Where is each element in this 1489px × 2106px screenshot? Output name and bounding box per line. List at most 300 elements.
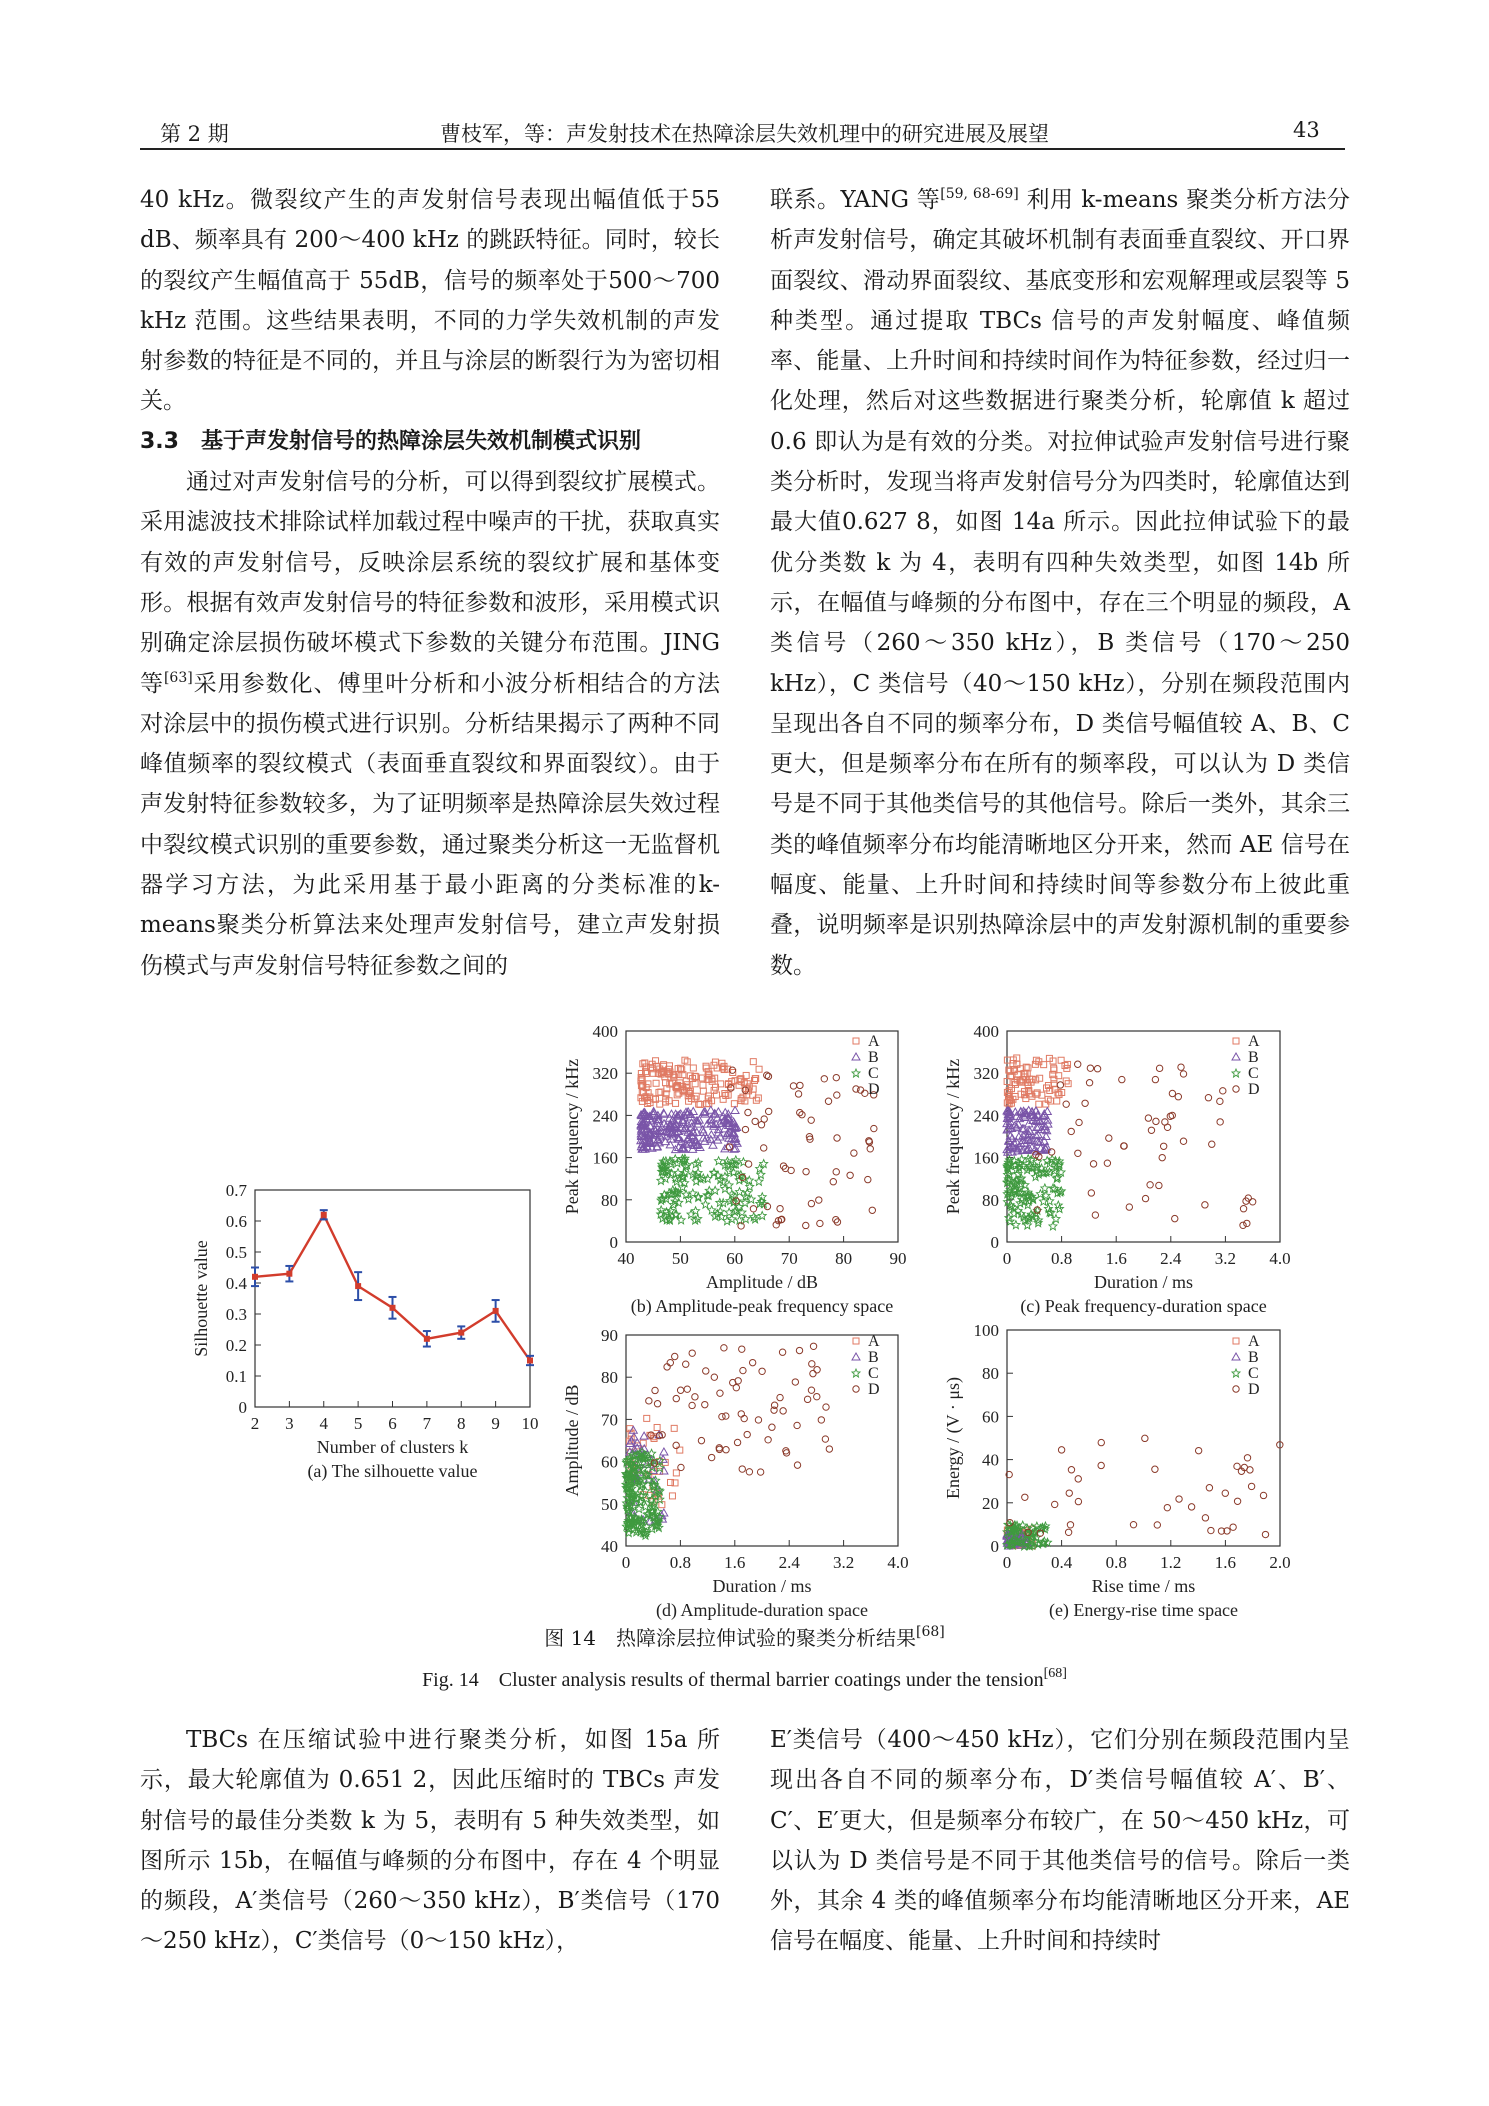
data-point-D xyxy=(818,1417,824,1423)
data-point-A xyxy=(677,1065,683,1071)
figure-caption-en xyxy=(0,1663,1489,1692)
data-point-D xyxy=(742,1087,748,1093)
legend-label-C: C xyxy=(868,1365,879,1382)
data-point-A xyxy=(1012,1081,1018,1087)
data-point-C xyxy=(1006,1540,1014,1548)
data-point-B xyxy=(653,1116,661,1123)
data-point-C xyxy=(1021,1216,1029,1224)
data-point-A xyxy=(720,1096,726,1102)
data-point-B xyxy=(688,1123,696,1130)
data-point-C xyxy=(623,1458,631,1466)
data-point-B xyxy=(653,1143,661,1150)
data-point-B xyxy=(655,1139,663,1146)
data-point-A xyxy=(1018,1066,1024,1072)
data-point-C xyxy=(1018,1155,1026,1163)
data-point-B xyxy=(1016,1115,1024,1122)
data-point-D xyxy=(1234,1498,1240,1504)
data-point-C xyxy=(640,1464,648,1472)
data-point-C xyxy=(703,1191,711,1199)
data-point-A xyxy=(1045,1083,1051,1089)
data-point-C xyxy=(655,1523,663,1531)
data-point-A xyxy=(1004,1089,1010,1095)
data-point-B xyxy=(692,1137,700,1144)
data-point-A xyxy=(643,1069,649,1075)
data-point-C xyxy=(1017,1210,1025,1218)
data-point-C xyxy=(637,1492,645,1500)
data-point-A xyxy=(1019,1527,1025,1533)
data-point-A xyxy=(642,1095,648,1101)
data-point-A xyxy=(650,1483,656,1489)
chart-title: (a) The silhouette value xyxy=(307,1461,478,1481)
data-point-C xyxy=(736,1188,744,1196)
data-point-A xyxy=(671,1425,677,1431)
data-point-B xyxy=(643,1125,651,1132)
data-point-C xyxy=(625,1529,633,1537)
x-tick-label: 90 xyxy=(889,1249,907,1268)
data-point-B xyxy=(701,1137,709,1144)
data-point-B xyxy=(639,1136,647,1143)
data-point-B xyxy=(703,1134,711,1141)
data-point-D xyxy=(1082,1100,1088,1106)
data-point-C xyxy=(636,1450,644,1458)
data-point-A xyxy=(1024,1541,1030,1547)
data-point-B xyxy=(1037,1144,1045,1151)
data-point-C xyxy=(1020,1542,1028,1550)
data-point-C xyxy=(628,1489,636,1497)
data-point-C xyxy=(625,1487,633,1495)
data-point-B xyxy=(667,1130,675,1137)
plot-frame xyxy=(626,1335,898,1546)
data-point-C xyxy=(664,1167,672,1175)
data-point-C xyxy=(1022,1539,1030,1547)
data-point-D xyxy=(823,1404,829,1410)
data-point-C xyxy=(692,1207,700,1215)
data-point-A xyxy=(1047,1087,1053,1093)
data-point-B xyxy=(684,1134,692,1141)
data-point-A xyxy=(653,1063,659,1069)
data-point-A xyxy=(744,1081,750,1087)
data-point-B xyxy=(1026,1136,1034,1143)
data-point-D xyxy=(1217,1119,1223,1125)
legend-label-C: C xyxy=(1248,1365,1259,1382)
data-point-A xyxy=(711,1062,717,1068)
data-point-B xyxy=(1003,1120,1011,1127)
data-point-D xyxy=(1244,1455,1250,1461)
data-point-A xyxy=(1034,1090,1040,1096)
data-point-B xyxy=(689,1108,697,1115)
data-point-B xyxy=(658,1123,666,1130)
data-point-C xyxy=(628,1518,636,1526)
data-point-D xyxy=(764,1203,770,1209)
data-point-B xyxy=(688,1138,696,1145)
data-point-C xyxy=(1028,1192,1036,1200)
data-point-D xyxy=(782,1165,788,1171)
data-point-C xyxy=(758,1212,766,1220)
data-point-D xyxy=(853,1086,859,1092)
data-point-A xyxy=(704,1101,710,1107)
data-point-A xyxy=(1051,1065,1057,1071)
data-point-C xyxy=(747,1195,755,1203)
data-point-A xyxy=(711,1087,717,1093)
data-point-A xyxy=(676,1072,682,1078)
data-point-A xyxy=(738,1078,744,1084)
data-point-C xyxy=(1033,1533,1041,1541)
data-point-B xyxy=(684,1110,692,1117)
x-axis-label: Rise time / ms xyxy=(1091,1576,1196,1596)
data-point-B xyxy=(671,1129,679,1136)
data-point-C xyxy=(638,1525,646,1533)
y-tick-label: 100 xyxy=(973,1321,999,1340)
data-point-A xyxy=(1037,1075,1043,1081)
data-point-C xyxy=(635,1462,643,1470)
data-point-D xyxy=(1098,1462,1104,1468)
data-point-D xyxy=(1075,1476,1081,1482)
data-point-A xyxy=(630,1475,636,1481)
data-point-C xyxy=(629,1493,637,1501)
data-point-C xyxy=(1025,1191,1033,1199)
data-point-A xyxy=(628,1449,634,1455)
data-point-C xyxy=(1043,1157,1051,1165)
y-tick-label: 320 xyxy=(973,1064,999,1084)
data-point-B xyxy=(1034,1131,1042,1138)
data-point-A xyxy=(1022,1540,1028,1546)
data-point-D xyxy=(803,1222,809,1228)
data-point-A xyxy=(631,1462,637,1468)
data-point-D xyxy=(1142,1195,1148,1201)
data-point-D xyxy=(1249,1199,1255,1205)
data-point-C xyxy=(741,1192,749,1200)
data-point-C xyxy=(656,1495,664,1503)
data-point-B xyxy=(644,1112,652,1119)
data-point-B xyxy=(629,1426,637,1433)
data-point-A xyxy=(1014,1077,1020,1083)
data-point-A xyxy=(1041,1062,1047,1068)
data-point-B xyxy=(1022,1110,1030,1117)
x-tick-label: 80 xyxy=(835,1249,853,1268)
data-point-A xyxy=(638,1095,644,1101)
data-point-B xyxy=(1015,1133,1023,1140)
data-point-C xyxy=(1007,1202,1015,1210)
data-point-A xyxy=(1008,1100,1014,1106)
data-point-C xyxy=(678,1173,686,1181)
data-point-B xyxy=(1044,1120,1052,1127)
data-point-D xyxy=(771,1407,777,1413)
data-point-D xyxy=(1126,1204,1132,1210)
data-point-C xyxy=(623,1457,631,1465)
data-point-C xyxy=(671,1155,679,1163)
data-point-D xyxy=(807,1136,813,1142)
data-point-C xyxy=(1005,1534,1013,1542)
data-point-B xyxy=(1029,1112,1037,1119)
data-point-D xyxy=(1152,1076,1158,1082)
data-point-A xyxy=(640,1061,646,1067)
data-point-B xyxy=(635,1468,643,1475)
data-point-B xyxy=(684,1108,692,1115)
data-point-D xyxy=(790,1083,796,1089)
data-point-D xyxy=(857,1087,863,1093)
data-point-B xyxy=(653,1137,661,1144)
data-point-B xyxy=(1017,1541,1025,1548)
data-point-B xyxy=(724,1121,732,1128)
data-point-D xyxy=(651,1460,657,1466)
data-point-B xyxy=(655,1115,663,1122)
data-point-A xyxy=(645,1098,651,1104)
data-point-C xyxy=(663,1208,671,1216)
data-point-D xyxy=(739,1466,745,1472)
data-point-C xyxy=(627,1496,635,1504)
data-point-B xyxy=(646,1112,654,1119)
data-point-C xyxy=(1010,1157,1018,1165)
data-point-B xyxy=(1008,1148,1016,1155)
x-tick-label: 1.2 xyxy=(1160,1553,1182,1572)
data-point-B xyxy=(678,1137,686,1144)
data-point-A xyxy=(652,1096,658,1102)
data-point-D xyxy=(659,1432,665,1438)
data-point-B xyxy=(649,1466,657,1473)
data-point-B xyxy=(658,1512,666,1519)
y-tick-label: 0.1 xyxy=(225,1367,247,1386)
data-point-D xyxy=(817,1220,823,1226)
data-point-D xyxy=(716,1445,722,1451)
y-tick-label: 0.2 xyxy=(225,1336,247,1355)
data-point-C xyxy=(711,1186,719,1194)
data-point-B xyxy=(639,1119,647,1126)
data-point-B xyxy=(1024,1136,1032,1143)
data-point-C xyxy=(650,1456,658,1464)
data-point-A xyxy=(1010,1526,1016,1532)
data-point-C xyxy=(650,1481,658,1489)
data-point-C xyxy=(731,1207,739,1215)
data-point-D xyxy=(1240,1222,1246,1228)
data-point-C xyxy=(628,1484,636,1492)
data-point-C xyxy=(627,1476,635,1484)
data-point-C xyxy=(1027,1532,1035,1540)
x-tick-label: 9 xyxy=(491,1414,500,1433)
data-point-C xyxy=(1007,1160,1015,1168)
data-point-D xyxy=(716,1446,722,1452)
data-point-B xyxy=(680,1126,688,1133)
data-point-D xyxy=(664,1364,670,1370)
data-point-D xyxy=(678,1464,684,1470)
data-point-C xyxy=(631,1478,639,1486)
data-point-C xyxy=(1010,1525,1018,1533)
data-point-B xyxy=(645,1131,653,1138)
data-point-B xyxy=(631,1472,639,1479)
data-point-A xyxy=(1011,1528,1017,1534)
x-tick-label: 0.8 xyxy=(1105,1553,1127,1572)
data-point-A xyxy=(1006,1538,1012,1544)
data-point-A xyxy=(1032,1061,1038,1067)
data-point-B xyxy=(681,1124,689,1131)
data-point-C xyxy=(1005,1156,1013,1164)
x-axis-label: Number of clusters k xyxy=(316,1437,469,1457)
data-point-A xyxy=(1063,1078,1069,1084)
data-point-B xyxy=(671,1124,679,1131)
y-tick-label: 0.6 xyxy=(225,1212,247,1231)
data-point-A xyxy=(1051,1076,1057,1082)
data-point-A xyxy=(741,1080,747,1086)
data-point-C xyxy=(735,1203,743,1211)
data-point-D xyxy=(745,1109,751,1115)
data-point-A xyxy=(666,1066,672,1072)
data-point-B xyxy=(728,1122,736,1129)
data-point-A xyxy=(635,1443,641,1449)
data-point-C xyxy=(641,1470,649,1478)
data-point-D xyxy=(765,1437,771,1443)
data-point-A xyxy=(1065,1081,1071,1087)
data-point-C xyxy=(725,1208,733,1216)
data-point-B xyxy=(1014,1147,1022,1154)
data-point-C xyxy=(1023,1166,1031,1174)
data-point-D xyxy=(808,1200,814,1206)
data-point-C xyxy=(730,1198,738,1206)
data-point-A xyxy=(644,1415,650,1421)
data-point-C xyxy=(1036,1190,1044,1198)
data-point-C xyxy=(1028,1164,1036,1172)
data-point-A xyxy=(659,1070,665,1076)
data-point-D xyxy=(1180,1138,1186,1144)
data-point-D xyxy=(1094,1066,1100,1072)
data-point-B xyxy=(730,1145,738,1152)
data-point-C xyxy=(639,1454,647,1462)
data-point-C xyxy=(666,1216,674,1224)
data-point-A xyxy=(639,1083,645,1089)
header-issue: 第 2 期 xyxy=(160,122,229,146)
data-point-A xyxy=(681,1089,687,1095)
data-point-A xyxy=(686,1098,692,1104)
data-point-D xyxy=(746,1469,752,1475)
data-point-C xyxy=(651,1518,659,1526)
data-point-C xyxy=(721,1173,729,1181)
data-point-D xyxy=(780,1408,786,1414)
data-point-B xyxy=(1011,1535,1019,1542)
y-axis-label: Peak frequency / kHz xyxy=(943,1058,963,1215)
data-point-A xyxy=(853,1338,859,1344)
data-point-B xyxy=(1017,1108,1025,1115)
data-point-D xyxy=(667,1360,673,1366)
data-point-C xyxy=(634,1518,642,1526)
data-point-C xyxy=(1041,1522,1049,1530)
section-title: 基于声发射信号的热障涂层失效机制模式识别 xyxy=(201,428,642,454)
data-point-C xyxy=(1016,1175,1024,1183)
data-point-B xyxy=(643,1460,651,1467)
data-point-D xyxy=(833,1216,839,1222)
data-point-D xyxy=(777,1205,783,1211)
data-point-C xyxy=(660,1191,668,1199)
data-point-B xyxy=(1043,1108,1051,1115)
data-point-C xyxy=(1019,1162,1027,1170)
data-point-D xyxy=(677,1387,683,1393)
data-point-A xyxy=(1059,1089,1065,1095)
data-point-C xyxy=(710,1168,718,1176)
data-point-B xyxy=(711,1110,719,1117)
data-point-C xyxy=(1029,1212,1037,1220)
data-point-D xyxy=(1206,1485,1212,1491)
data-point-A xyxy=(1029,1076,1035,1082)
data-point-A xyxy=(719,1060,725,1066)
data-point-C xyxy=(1034,1219,1042,1227)
data-point-B xyxy=(652,1516,660,1523)
data-point-C xyxy=(631,1452,639,1460)
data-point-C xyxy=(1017,1180,1025,1188)
data-point-A xyxy=(1025,1539,1031,1545)
data-point-B xyxy=(1019,1539,1027,1546)
data-point-C xyxy=(1033,1158,1041,1166)
data-point-C xyxy=(641,1487,649,1495)
data-point-C xyxy=(1055,1160,1063,1168)
data-point-B xyxy=(641,1133,649,1140)
data-point-A xyxy=(638,1083,644,1089)
data-point-C xyxy=(1023,1524,1031,1532)
data-point-C xyxy=(1011,1521,1019,1529)
data-point-A xyxy=(725,1066,731,1072)
left-paragraph-2b: 采用参数化、傅里叶分析和小波分析相结合的方法对涂层中的损伤模式进行识别。分析结果揭示了两种不同峰值频率的裂纹模式（表面垂直裂纹和界面裂纹）。由于声发射特征参数较多，为了证明频率是热障涂层失效过程中裂纹模式识别的重要参数，通过聚类分析这一无监督机器学习方法，为此采用基于最小距离的分类标准的k-means聚类分析算法来处理声发射信号，建立声发射损伤模式与声发射信号特征参数之间的 xyxy=(140,670,721,979)
data-point-C xyxy=(646,1458,654,1466)
data-point-D xyxy=(717,1390,723,1396)
data-point-A xyxy=(1043,1101,1049,1107)
data-point-C xyxy=(622,1470,630,1478)
data-point-D xyxy=(740,1367,746,1373)
data-point-A xyxy=(1036,1101,1042,1107)
left-bottom-paragraph: TBCs 在压缩试验中进行聚类分析，如图 15a 所示，最大轮廓值为 0.651 2，因此压缩时的 TBCs 声发射信号的最佳分类数 k 为 5，表明有 5 种失效类型，如图所示 15b，在幅值与峰频的分布图中，存在 4 个明显的频段，A′类信号（260～350 kHz），B′类信号（170～250 kHz），C′类信号（0～150 kHz）， xyxy=(140,1727,720,1955)
data-point-C xyxy=(756,1199,764,1207)
data-point-A xyxy=(1018,1079,1024,1085)
data-point-A xyxy=(650,1096,656,1102)
data-point-D xyxy=(723,1413,729,1419)
data-point-A xyxy=(1064,1065,1070,1071)
data-point-A xyxy=(669,1493,675,1499)
data-point-C xyxy=(1033,1522,1041,1530)
data-point-C xyxy=(1011,1187,1019,1195)
data-point-C xyxy=(1052,1215,1060,1223)
data-point-C xyxy=(1028,1524,1036,1532)
data-point-C xyxy=(641,1529,649,1537)
data-point-C xyxy=(751,1215,759,1223)
data-point-B xyxy=(732,1134,740,1141)
data-point-B xyxy=(716,1133,724,1140)
left-paragraph-2a: 通过对声发射信号的分析，可以得到裂纹扩展模式。采用滤波技术排除试样加载过程中噪声的干扰，获取真实有效的声发射信号，反映涂层系统的裂纹扩展和基体变形。根据有效声发射信号的特征参数和波形，采用模式识别确定涂层损伤破坏模式下参数的关键分布范围。JING 等 xyxy=(140,469,720,697)
data-point-C xyxy=(1038,1164,1046,1172)
data-point-A xyxy=(1020,1531,1026,1537)
data-point-A xyxy=(663,1091,669,1097)
y-tick-label: 240 xyxy=(973,1106,999,1126)
data-point xyxy=(321,1212,327,1218)
data-point-B xyxy=(642,1128,650,1135)
data-point-B xyxy=(689,1145,697,1152)
data-point-A xyxy=(679,1067,685,1073)
citation-63: [63] xyxy=(163,669,193,686)
data-point-A xyxy=(1054,1098,1060,1104)
data-point-C xyxy=(699,1174,707,1182)
data-point-B xyxy=(1003,1531,1011,1538)
data-point-B xyxy=(1018,1530,1026,1537)
data-point-C xyxy=(644,1458,652,1466)
data-point-D xyxy=(1234,1463,1240,1469)
data-point-B xyxy=(1011,1145,1019,1152)
data-point-D xyxy=(1006,1471,1012,1477)
data-point-C xyxy=(716,1198,724,1206)
data-point-A xyxy=(1017,1540,1023,1546)
data-point-A xyxy=(638,1070,644,1076)
data-point-C xyxy=(1039,1539,1047,1547)
data-point-B xyxy=(725,1134,733,1141)
data-point-B xyxy=(659,1455,667,1462)
data-point-B xyxy=(1033,1148,1041,1155)
legend-label-D: D xyxy=(868,1381,880,1398)
data-point-C xyxy=(655,1486,663,1494)
data-point-A xyxy=(651,1435,657,1441)
data-point-A xyxy=(853,1038,859,1044)
